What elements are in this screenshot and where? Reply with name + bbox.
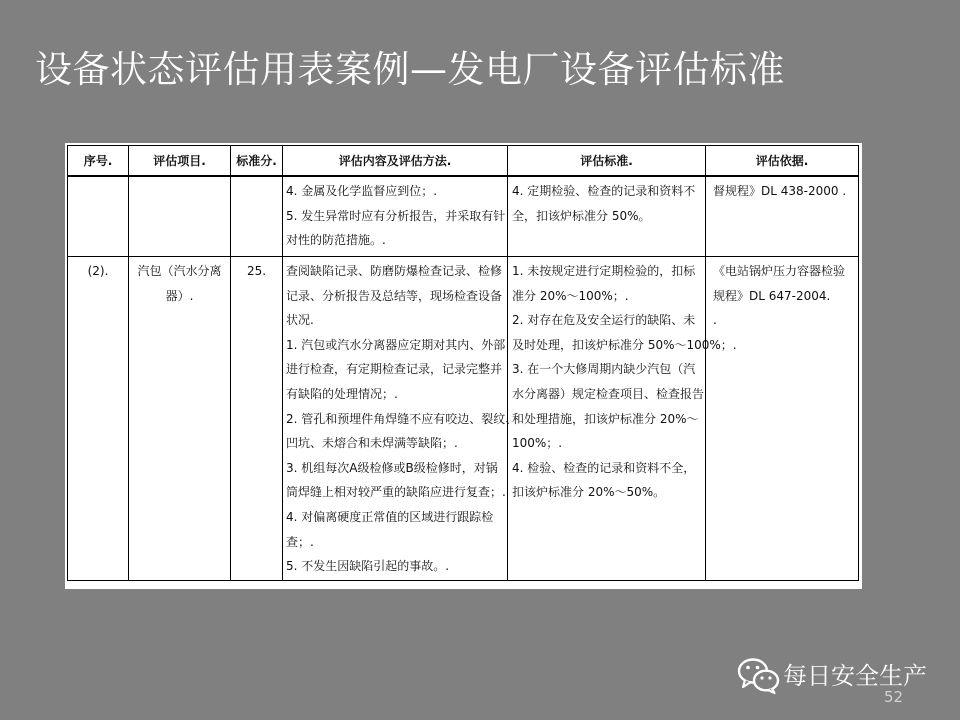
slide-title: 设备状态评估用表案例—发电厂设备评估标准	[35, 48, 785, 91]
cell-content	[283, 176, 508, 257]
cell-standard	[508, 176, 706, 257]
header-content: 评估内容及评估方法.	[283, 146, 508, 177]
cell-basis	[706, 257, 859, 581]
cell-line: 查；.	[286, 534, 314, 549]
cell-line: 和处理措施，扣该炉标准分 20%～	[512, 411, 699, 426]
cell-line: 扣该炉标准分 20%～50%。	[512, 485, 666, 500]
cell-line: (2).	[87, 264, 109, 278]
cell-line: 及时处理，扣该炉标准分 50%～100%；.	[512, 337, 737, 352]
cell-content-text	[283, 257, 518, 579]
cell-standard	[508, 257, 737, 581]
cell-basis	[706, 176, 859, 257]
cell-line: 准分 20%～100%；.	[512, 288, 629, 303]
cell-line: 2. 对存在危及安全运行的缺陷、未	[512, 313, 696, 328]
cell-no	[68, 176, 129, 257]
cell-basis-text	[706, 177, 858, 204]
cell-line: 规程》DL 647-2004.	[713, 288, 831, 303]
cell-line: 有缺陷的处理情况；.	[286, 386, 398, 401]
watermark-text: 每日安全生产	[783, 662, 927, 690]
header-score: 标准分.	[231, 146, 283, 177]
wechat-icon	[737, 657, 781, 695]
cell-line: 汽包（汽水分离	[137, 264, 222, 278]
cell-line: 25.	[246, 264, 267, 278]
cell-line: 进行检查，有定期检查记录，记录完整并	[286, 362, 503, 377]
cell-standard-text	[508, 257, 737, 505]
cell-line: 1. 未按规定进行定期检验的，扣标	[512, 264, 696, 278]
cell-line: 4. 对偏离硬度正常值的区域进行跟踪检	[286, 509, 494, 524]
cell-standard-text	[508, 177, 705, 228]
header-standard: 评估标准.	[508, 146, 706, 177]
cell-line: 状况.	[286, 313, 314, 328]
cell-basis-text	[706, 257, 858, 333]
cell-score	[231, 176, 283, 257]
page-number: 52	[884, 688, 904, 706]
cell-line: 记录、分析报告及总结等，现场检查设备	[286, 288, 503, 303]
cell-no-text	[68, 257, 128, 284]
cell-content	[283, 257, 518, 581]
table-row	[68, 176, 859, 257]
cell-line: 3. 在一个大修周期内缺少汽包（汽	[512, 362, 696, 377]
cell-line: 器）.	[165, 288, 194, 303]
table-image	[65, 143, 862, 589]
cell-line: 筒焊缝上相对较严重的缺陷应进行复查；.	[286, 485, 506, 500]
cell-item	[129, 257, 231, 581]
cell-line: 2. 管孔和预埋件角焊缝不应有咬边、裂纹、	[286, 411, 518, 426]
cell-item-text	[129, 257, 230, 308]
cell-line: 100%；.	[512, 436, 563, 451]
cell-no	[68, 257, 129, 581]
table-row	[68, 257, 859, 581]
cell-line: 5. 不发生因缺陷引起的事故。.	[286, 559, 450, 574]
cell-line: .	[713, 313, 717, 328]
cell-line: 查阅缺陷记录、防磨防爆检查记录、检修	[286, 264, 503, 278]
cell-line: 4. 定期检验、检查的记录和资料不	[512, 184, 696, 198]
table-header-row	[68, 146, 859, 177]
cell-line: 对性的防范措施。.	[286, 233, 386, 248]
evaluation-table	[67, 145, 859, 581]
cell-line: 4. 检验、检查的记录和资料不全，	[512, 460, 696, 475]
header-item: 评估项目.	[129, 146, 231, 177]
cell-line: 5. 发生异常时应有分析报告，并采取有针	[286, 208, 506, 223]
cell-line: 凹坑、未熔合和未焊满等缺陷；.	[286, 436, 458, 451]
cell-item	[129, 176, 231, 257]
header-no: 序号.	[68, 146, 129, 177]
header-basis: 评估依据.	[706, 146, 859, 177]
cell-score	[231, 257, 283, 581]
cell-line: 水分离器）规定检查项目、检查报告	[512, 386, 705, 401]
cell-line: 全，扣该炉标准分 50%。	[512, 208, 651, 223]
cell-line: 3. 机组每次A级检修或B级检修时，对锅	[286, 460, 498, 475]
cell-line: 4. 金属及化学监督应到位；.	[286, 184, 438, 198]
cell-score-text	[231, 257, 282, 284]
cell-line: 《电站锅炉压力容器检验	[713, 264, 846, 278]
cell-content-text	[283, 177, 507, 253]
cell-line: 督规程》DL 438-2000 .	[713, 184, 847, 198]
cell-line: 1. 汽包或汽水分离器应定期对其内、外部	[286, 337, 506, 352]
